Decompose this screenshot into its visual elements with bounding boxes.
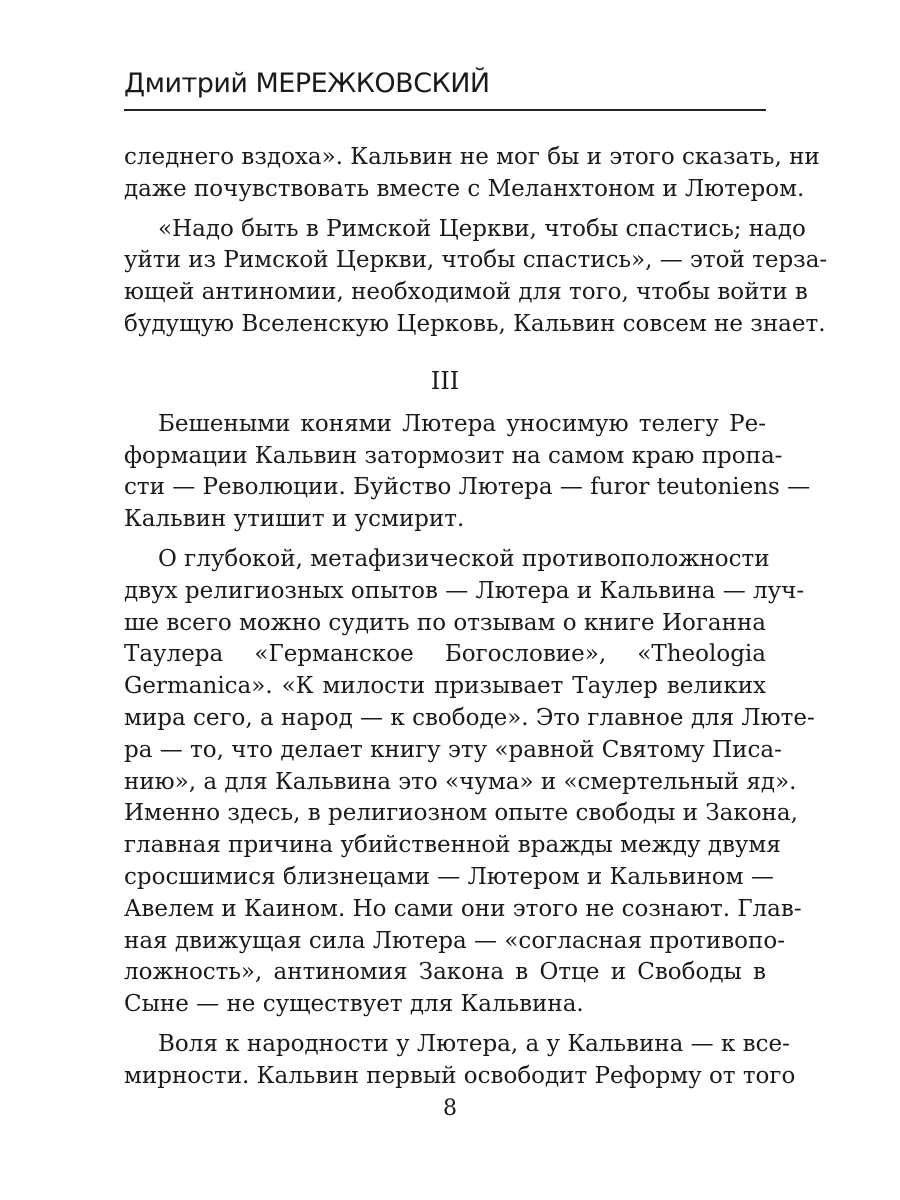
text-line: формации Кальвин затормозит на самом краю пропа-: [124, 442, 783, 469]
text-line: нию», а для Кальвина это «чума» и «смертельный яд».: [124, 768, 797, 795]
text-line: следнего вздоха». Кальвин не мог бы и этого сказать, ни: [124, 144, 820, 170]
paragraph: [124, 142, 820, 206]
text-line: даже почувствовать вместе с Меланхтоном и Лютером.: [124, 175, 805, 202]
text-line: ная движущая сила Лютера — «согласная противопо-: [124, 927, 785, 954]
text-line: уйти из Римской Церкви, чтобы спастись», — этой терза-: [124, 247, 828, 274]
paragraphs-bottom: [124, 409, 815, 1093]
text-line: сти — Революции. Буйство Лютера — furor teutoniens —: [124, 474, 811, 501]
text-line: ющей антиномии, необходимой для того, чтобы войти в: [124, 279, 808, 306]
text-line: ра — то, что делает книгу эту «равной Святому Писа-: [124, 736, 782, 763]
paragraph: [124, 214, 828, 341]
text-line: главная причина убийственной вражды между двумя: [124, 832, 781, 859]
text-line: Сыне — не существует для Кальвина.: [124, 991, 584, 1018]
text-line: Germanica». «К милости призывает Таулер великих: [124, 673, 766, 700]
running-head: [124, 68, 490, 99]
text-line: ложность», антиномия Закона в Отце и Свободы в: [124, 959, 766, 986]
text-line: Воля к народности у Лютера, а у Кальвина — к все-: [158, 1030, 790, 1057]
author-last-name: МЕРЕЖКОВСКИЙ: [255, 68, 490, 99]
text-line: Бешеными конями Лютера уносимую телегу Ре-: [158, 410, 766, 437]
text-line: Авелем и Каином. Но сами они этого не сознают. Глав-: [124, 895, 802, 922]
author-first-name: Дмитрий: [124, 68, 248, 99]
text-line: Кальвин утишит и усмирит.: [124, 506, 465, 533]
text-line: мира сего, а народ — к свободе». Это главное для Люте-: [124, 704, 815, 731]
text-line: будущую Вселенскую Церковь, Кальвин совсем не знает.: [124, 310, 826, 337]
text-line: «Надо быть в Римской Церкви, чтобы спастись; надо: [158, 215, 806, 242]
paragraph: [124, 409, 811, 536]
text-line: Таулера «Германское Богословие», «Theologia: [124, 641, 766, 668]
text-line: мирности. Кальвин первый освободит Реформу от того: [124, 1062, 796, 1089]
paragraph: [124, 544, 815, 1021]
text-line: Именно здесь, в религиозном опыте свободы и Закона,: [124, 800, 798, 827]
section-heading: III: [430, 366, 460, 395]
text-line: О глубокой, метафизической противоположности: [158, 545, 770, 572]
page-number: 8: [443, 1096, 457, 1121]
paragraph: [124, 1029, 796, 1093]
text-line: сросшимися близнецами — Лютером и Кальвином —: [124, 863, 774, 890]
text-line: двух религиозных опытов — Лютера и Кальвина — луч-: [124, 577, 805, 604]
text-line: ше всего можно судить по отзывам о книге Иоганна: [124, 609, 766, 636]
header-rule: [124, 109, 766, 111]
body-text: [124, 142, 828, 1093]
paragraphs-top: [124, 142, 828, 341]
